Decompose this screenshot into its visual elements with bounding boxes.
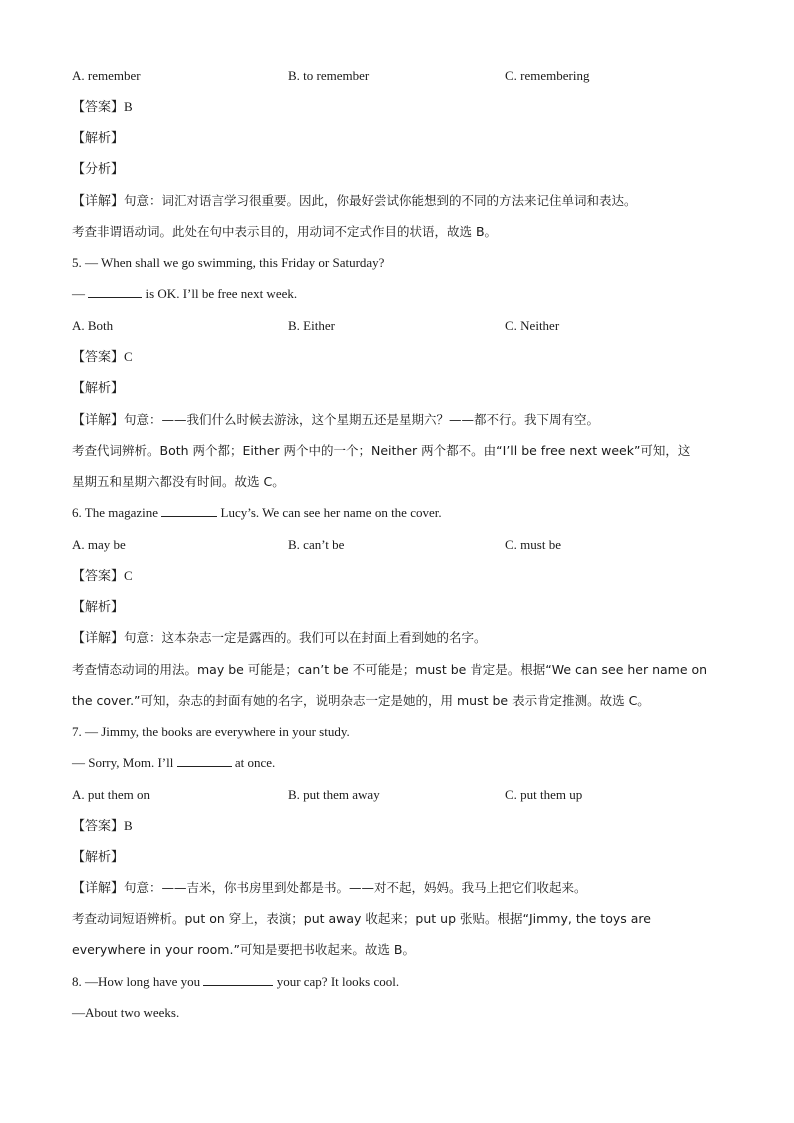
stem-text: at once. (234, 755, 276, 770)
q7-detail-line-1 (72, 880, 587, 897)
q4-fenxi-heading (72, 161, 124, 178)
q6-option-b[interactable]: B. can’t be (288, 537, 345, 552)
q7-stem-line-2 (72, 755, 275, 771)
q7-detail-line-3: everywhere in your room.”可知是要把书收起来。故选 B。 (72, 942, 415, 957)
q6-detail-line-3: the cover.”可知，杂志的封面有她的名字，说明杂志一定是她的，用 must be 表示肯定推测。故选 C。 (72, 693, 650, 708)
q4-option-b[interactable]: B. to remember (288, 68, 370, 83)
answer-tag: 【答案】 (72, 569, 125, 584)
q8-stem-line-2: —About two weeks. (72, 1005, 180, 1020)
q6-options (0, 537, 794, 553)
q6-analysis-heading (72, 599, 124, 616)
q8-stem-line-1 (72, 974, 399, 990)
q7-answer (72, 818, 133, 835)
q5-detail-line-2: 考查代词辨析。Both 两个都；Either 两个中的一个；Neither 两个都不。由“I’ll be free next week”可知，这 (72, 443, 691, 458)
q5-stem-line-2 (72, 286, 297, 302)
q6-stem (72, 505, 442, 521)
analysis-tag: 【解析】 (72, 600, 125, 615)
stem-text: your cap? It looks cool. (276, 974, 400, 989)
q6-answer (72, 568, 133, 585)
q5-option-b[interactable]: B. Either (288, 318, 335, 333)
q5-options (0, 318, 794, 334)
q4-option-a[interactable]: A. remember (72, 68, 141, 83)
q6-detail-line-2: 考查情态动词的用法。may be 可能是；can’t be 不可能是；must be 肯定是。根据“We can see her name on (72, 662, 708, 677)
q7-analysis-heading (72, 849, 124, 866)
detail-text: 句意：——我们什么时候去游泳，这个星期五还是星期六？——都不行。我下周有空。 (124, 412, 600, 427)
dash: — (72, 286, 85, 301)
answer-value: C (124, 349, 133, 364)
q4-option-c[interactable]: C. remembering (505, 68, 590, 83)
stem-text: is OK. I’ll be free next week. (145, 286, 298, 301)
q6-option-c[interactable]: C. must be (505, 537, 561, 552)
analysis-tag: 【解析】 (72, 850, 125, 865)
q6-detail-line-1 (72, 630, 487, 647)
answer-value: C (124, 568, 133, 583)
q5-answer (72, 349, 133, 366)
q4-options (0, 68, 794, 84)
answer-value: B (124, 818, 133, 833)
answer-value: B (124, 99, 133, 114)
answer-blank (161, 505, 217, 517)
answer-blank (203, 974, 273, 986)
stem-text: 8. —How long have you (72, 974, 201, 989)
answer-blank (88, 286, 142, 298)
q6-option-a[interactable]: A. may be (72, 537, 126, 552)
answer-tag: 【答案】 (72, 350, 125, 365)
q7-options (0, 787, 794, 803)
q5-option-a[interactable]: A. Both (72, 318, 114, 333)
q7-option-c[interactable]: C. put them up (505, 787, 583, 802)
detail-text: 句意：这本杂志一定是露西的。我们可以在封面上看到她的名字。 (124, 630, 487, 645)
q7-option-b[interactable]: B. put them away (288, 787, 380, 802)
fenxi-tag: 【分析】 (72, 162, 125, 177)
detail-text: 句意：词汇对语言学习很重要。因此，你最好尝试你能想到的不同的方法来记住单词和表达。 (124, 193, 637, 208)
q5-detail-line-1 (72, 412, 599, 429)
q7-option-a[interactable]: A. put them on (72, 787, 150, 802)
answer-tag: 【答案】 (72, 819, 125, 834)
q5-option-c[interactable]: C. Neither (505, 318, 560, 333)
q4-detail-line-2: 考查非谓语动词。此处在句中表示目的，用动词不定式作目的状语，故选 B。 (72, 224, 498, 239)
stem-text: 6. The magazine (72, 505, 159, 520)
answer-blank (177, 755, 232, 767)
q7-stem-line-1: 7. — Jimmy, the books are everywhere in your study. (72, 724, 350, 739)
q4-detail-line-1 (72, 193, 637, 210)
q5-detail-line-3: 星期五和星期六都没有时间。故选 C。 (72, 474, 285, 489)
detail-tag: 【详解】 (72, 413, 125, 428)
detail-tag: 【详解】 (72, 194, 125, 209)
q5-stem-line-1: 5. — When shall we go swimming, this Friday or Saturday? (72, 255, 385, 270)
detail-tag: 【详解】 (72, 631, 125, 646)
analysis-tag: 【解析】 (72, 381, 125, 396)
stem-text: — Sorry, Mom. I’ll (72, 755, 174, 770)
answer-tag: 【答案】 (72, 100, 125, 115)
detail-text: 句意：——吉米，你书房里到处都是书。——对不起，妈妈。我马上把它们收起来。 (124, 880, 587, 895)
q4-answer (72, 99, 133, 116)
detail-tag: 【详解】 (72, 881, 125, 896)
q4-analysis-heading (72, 130, 124, 147)
q7-detail-line-2: 考查动词短语辨析。put on 穿上，表演；put away 收起来；put up 张贴。根据“Jimmy, the toys are (72, 911, 651, 926)
q5-analysis-heading (72, 380, 124, 397)
analysis-tag: 【解析】 (72, 131, 125, 146)
stem-text: Lucy’s. We can see her name on the cover. (220, 505, 442, 520)
